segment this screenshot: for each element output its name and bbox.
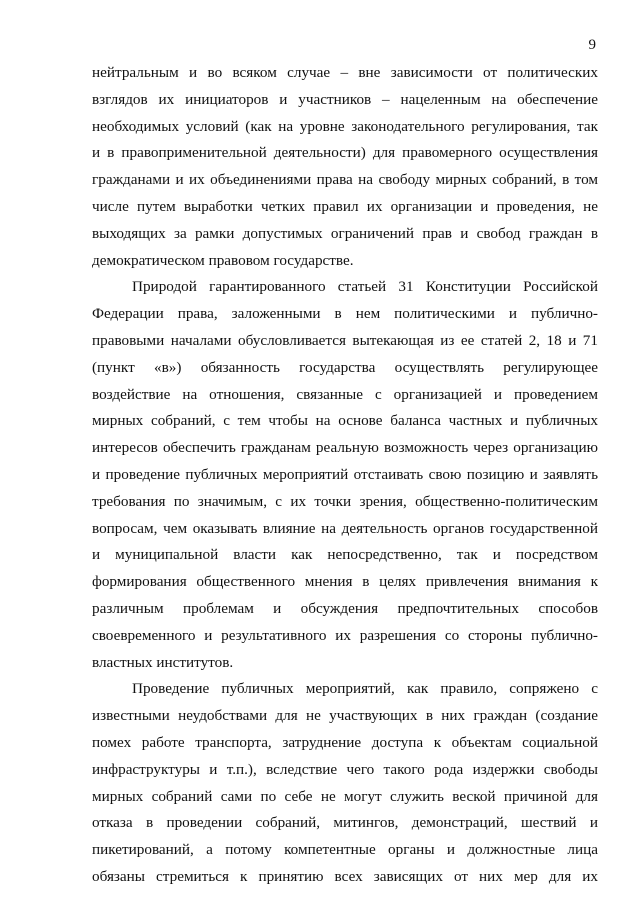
text-line: пикетирований, а потому компетентные органы и должностные лица: [92, 841, 598, 859]
text-line: взглядов их инициаторов и участников – нацеленным на обеспечение: [92, 90, 598, 108]
text-line: (пункт «в») обязанность государства осуществлять регулирующее: [92, 358, 598, 376]
text-line: властных институтов.: [92, 653, 234, 671]
text-line: воздействие на отношения, связанные с организацией и проведением: [92, 385, 598, 403]
text-line: Проведение публичных мероприятий, как правило, сопряжено с: [132, 680, 598, 698]
text-line: мирных собраний сами по себе не могут служить веской причиной для: [92, 787, 598, 805]
text-line: мирных собраний, с тем чтобы на основе баланса частных и публичных: [92, 412, 598, 430]
text-line: нейтральным и во всяком случае – вне зависимости от политических: [92, 64, 598, 81]
text-line: помех работе транспорта, затруднение доступа к объектам социальной: [92, 733, 598, 751]
text-line: вопросам, чем оказывать влияние на деятельность органов государственной: [92, 519, 598, 537]
text-line: различным проблемам и обсуждения предпочтительных способов: [92, 599, 598, 617]
text-line: интересов обеспечить гражданам реальную возможность через организацию: [92, 439, 598, 457]
text-line: и проведение публичных мероприятий отстаивать свою позицию и заявлять: [92, 465, 598, 483]
paragraph-1: [92, 60, 598, 274]
document-body: [92, 60, 598, 891]
text-line: известными неудобствами для не участвующих в них граждан (создание: [92, 707, 598, 725]
text-line: гражданами и их объединениями права на свободу мирных собраний, в том: [92, 171, 598, 189]
text-line: инфраструктуры и т.п.), вследствие чего такого рода издержки свободы: [92, 760, 598, 778]
text-line: обязаны стремиться к принятию всех зависящих от них мер для их: [92, 867, 598, 885]
page-number: 9: [588, 37, 596, 53]
text-line: своевременного и результативного их разрешения со стороны публично-: [92, 626, 598, 644]
text-line: требования по значимым, с их точки зрения, общественно-политическим: [92, 492, 598, 510]
text-line: формирования общественного мнения в целях привлечения внимания к: [92, 573, 598, 591]
text-line: числе путем выработки четких правил их организации и проведения, не: [92, 197, 598, 215]
text-line: правовыми началами обусловливается вытекающая из ее статей 2, 18 и 71: [92, 331, 598, 349]
text-line: Природой гарантированного статьей 31 Конституции Российской: [132, 278, 598, 296]
text-line: необходимых условий (как на уровне законодательного регулирования, так: [92, 117, 598, 135]
text-line: Федерации права, заложенными в нем политическими и публично-: [92, 305, 598, 323]
text-line: и муниципальной власти как непосредственно, так и посредством: [92, 546, 598, 564]
text-line: и в правоприменительной деятельности) для правомерного осуществления: [92, 144, 598, 162]
text-line: отказа в проведении собраний, митингов, демонстраций, шествий и: [92, 814, 598, 832]
text-line: выходящих за рамки допустимых ограничений прав и свобод граждан в: [92, 224, 598, 242]
text-line: демократическом правовом государстве.: [92, 251, 354, 269]
paragraph-3: [92, 676, 598, 890]
paragraph-2: [92, 274, 598, 676]
